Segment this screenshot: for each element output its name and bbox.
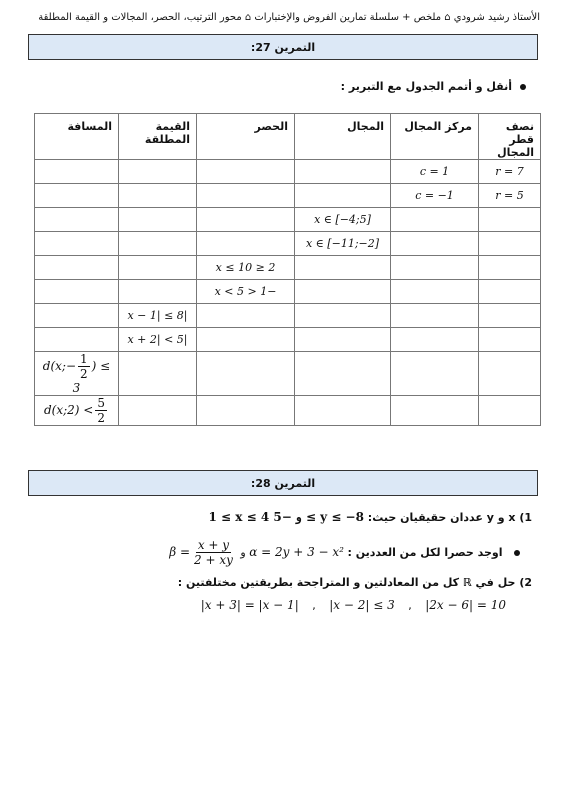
table-cell bbox=[197, 208, 295, 232]
table-cell bbox=[479, 328, 541, 352]
table-cell-distance-2 bbox=[35, 396, 119, 426]
table-cell bbox=[391, 396, 479, 426]
question-1 bbox=[209, 510, 532, 524]
question-2 bbox=[178, 576, 532, 589]
fraction-denominator: 2 bbox=[80, 367, 88, 381]
table-cell bbox=[197, 396, 295, 426]
question-2-number: 2) bbox=[519, 576, 532, 589]
table-cell bbox=[295, 304, 391, 328]
table-cell bbox=[295, 184, 391, 208]
table-row bbox=[35, 304, 541, 328]
page-header: الأستاذ رشيد شرودي ⌂ ملخص + سلسلة تمارين الفروض والإختبارات ⌂ محور الترتيب، الحصر، المجالات و القيمة المطلقة bbox=[38, 12, 540, 23]
table-cell bbox=[197, 352, 295, 396]
col-header: المسافة bbox=[35, 114, 119, 160]
question-1b-text: اوجد حصرا لكل من العددين : bbox=[347, 546, 503, 559]
table-cell bbox=[479, 256, 541, 280]
table-cell bbox=[197, 304, 295, 328]
table-cell bbox=[119, 352, 197, 396]
table-row bbox=[35, 232, 541, 256]
inequality-2: |x − 2| ≤ 3 bbox=[329, 598, 395, 612]
exercise-27-title: التمرين 27: bbox=[250, 40, 316, 54]
table-cell bbox=[479, 232, 541, 256]
table-cell bbox=[295, 328, 391, 352]
bullet-icon bbox=[514, 550, 520, 556]
question-1-text: x و y عددان حقيقيان حيث: bbox=[363, 511, 516, 524]
table-cell bbox=[119, 280, 197, 304]
table-cell bbox=[119, 208, 197, 232]
table-cell: x ∈ [−4;5] bbox=[295, 208, 391, 232]
fraction-numerator: 5 bbox=[97, 396, 105, 410]
table-header-row bbox=[35, 114, 541, 160]
table-cell: |x + 2| < 5 bbox=[119, 328, 197, 352]
col-header: المجال bbox=[295, 114, 391, 160]
table-cell bbox=[479, 396, 541, 426]
table-cell: c = −1 bbox=[391, 184, 479, 208]
col-header: الحصر bbox=[197, 114, 295, 160]
table-cell bbox=[391, 352, 479, 396]
table-cell bbox=[35, 208, 119, 232]
question-1-number: 1) bbox=[519, 511, 532, 524]
beta-numerator: x + y bbox=[197, 538, 230, 552]
table-cell bbox=[295, 352, 391, 396]
table-cell bbox=[391, 208, 479, 232]
distance-1-pre: d(x;− bbox=[42, 359, 77, 373]
table-cell bbox=[197, 232, 295, 256]
table-cell: r = 5 bbox=[479, 184, 541, 208]
exercise-27-banner bbox=[28, 34, 538, 60]
distance-2-pre: d(x;2) < bbox=[44, 403, 94, 417]
equation-3: |2x − 6| = 10 bbox=[425, 598, 506, 612]
table-cell bbox=[197, 160, 295, 184]
question-1b bbox=[169, 538, 520, 567]
beta-denominator: 2 + xy bbox=[194, 553, 233, 567]
bullet-icon bbox=[520, 84, 526, 90]
exercise-27-instruction bbox=[341, 80, 526, 93]
table-cell: 2 ≤ x ≤ 10 bbox=[197, 256, 295, 280]
table-cell bbox=[119, 396, 197, 426]
table-cell bbox=[35, 304, 119, 328]
fraction-numerator: 1 bbox=[80, 352, 88, 366]
table-row bbox=[35, 396, 541, 426]
table-cell bbox=[479, 208, 541, 232]
table-cell bbox=[35, 160, 119, 184]
table-cell bbox=[391, 232, 479, 256]
table-row bbox=[35, 280, 541, 304]
question-2-equations: |2x − 6| = 10 , |x − 2| ≤ 3 , |x + 3| = |x − 1| bbox=[200, 598, 506, 612]
question-1-math: 1 ≤ x ≤ 4 و −5 ≤ y ≤ −8 bbox=[208, 510, 364, 524]
table-row bbox=[35, 352, 541, 396]
table-cell bbox=[35, 256, 119, 280]
alpha-expression: α = 2y + 3 − x² bbox=[249, 545, 344, 559]
table-cell bbox=[119, 160, 197, 184]
table-cell-distance-1 bbox=[35, 352, 119, 396]
fraction-denominator: 2 bbox=[97, 411, 105, 425]
table-row bbox=[35, 160, 541, 184]
table-cell bbox=[197, 328, 295, 352]
table-cell bbox=[479, 304, 541, 328]
table-cell bbox=[295, 396, 391, 426]
table-cell bbox=[479, 280, 541, 304]
table-cell bbox=[391, 328, 479, 352]
table-cell bbox=[35, 184, 119, 208]
question-2-text: حل في ℝ كل من المعادلتين و المتراجحة بطريقتين مختلفتين : bbox=[177, 576, 516, 589]
table-cell: c = 1 bbox=[391, 160, 479, 184]
instruction-text: أنقل و أتمم الجدول مع التبرير : bbox=[340, 80, 512, 93]
table-cell bbox=[35, 328, 119, 352]
table-row bbox=[35, 328, 541, 352]
and-word: و bbox=[240, 546, 246, 559]
table-row bbox=[35, 184, 541, 208]
exercise-28-banner bbox=[28, 470, 538, 496]
table-cell bbox=[119, 256, 197, 280]
table-cell bbox=[391, 280, 479, 304]
col-header: مركز المجال bbox=[391, 114, 479, 160]
table-cell bbox=[35, 232, 119, 256]
table-cell bbox=[35, 280, 119, 304]
exercise-28-title: التمرين 28: bbox=[250, 476, 316, 490]
table-cell: x ∈ [−11;−2] bbox=[295, 232, 391, 256]
table-cell bbox=[119, 232, 197, 256]
table-cell bbox=[479, 352, 541, 396]
equation-1: |x + 3| = |x − 1| bbox=[200, 598, 299, 612]
table-cell bbox=[197, 184, 295, 208]
table-cell: −1 < x < 5 bbox=[197, 280, 295, 304]
table-cell bbox=[391, 256, 479, 280]
table-cell bbox=[295, 256, 391, 280]
table-row bbox=[35, 256, 541, 280]
beta-label: β = bbox=[169, 545, 191, 559]
table-cell: |x − 1| ≤ 8 bbox=[119, 304, 197, 328]
exercise-27-table bbox=[34, 113, 541, 426]
table-cell: r = 7 bbox=[479, 160, 541, 184]
table-cell bbox=[295, 160, 391, 184]
table-cell bbox=[295, 280, 391, 304]
table-row bbox=[35, 208, 541, 232]
distance-1-post: ) ≤ 3 bbox=[72, 359, 111, 395]
table-cell bbox=[391, 304, 479, 328]
table-cell bbox=[119, 184, 197, 208]
col-header: نصف قطر المجال bbox=[479, 114, 541, 160]
col-header: القيمة المطلقة bbox=[119, 114, 197, 160]
